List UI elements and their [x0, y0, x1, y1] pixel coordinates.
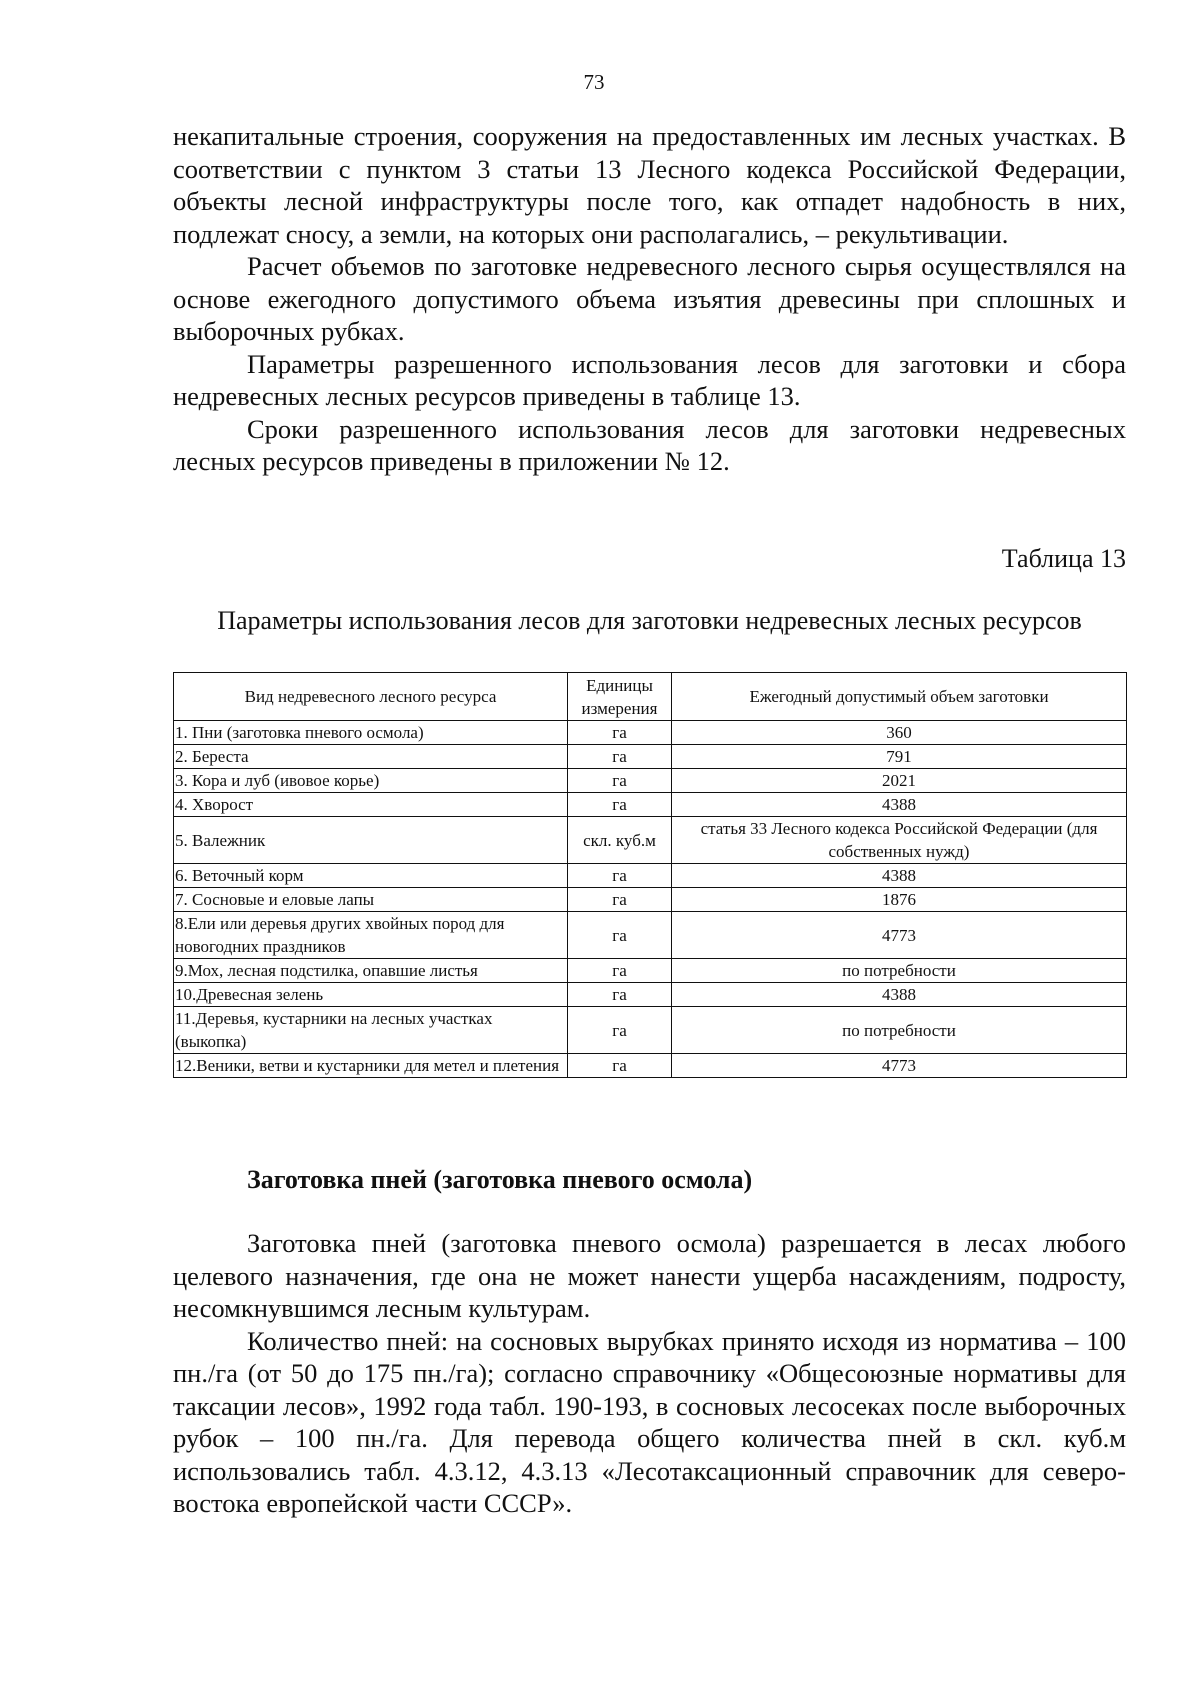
paragraph: Расчет объемов по заготовке недревесного лесного сырья осуществлялся на основе ежегодного допустимого объема изъятия древесины при сплошных и выборочных рубках.	[173, 251, 1126, 346]
cell-resource: 1. Пни (заготовка пневого осмола)	[174, 721, 568, 745]
cell-volume: 360	[672, 721, 1127, 745]
cell-resource: 5. Валежник	[174, 817, 568, 864]
cell-volume: по потребности	[672, 959, 1127, 983]
table-row	[174, 983, 1127, 1007]
intro-text	[173, 120, 1126, 478]
cell-resource: 3. Кора и луб (ивовое корье)	[174, 769, 568, 793]
parameters-table	[173, 672, 1127, 1078]
table-row	[174, 1054, 1127, 1078]
cell-resource: 9.Мох, лесная подстилка, опавшие листья	[174, 959, 568, 983]
cell-volume: 4388	[672, 793, 1127, 817]
cell-volume: 4388	[672, 864, 1127, 888]
cell-unit: га	[568, 769, 672, 793]
paragraph: Количество пней: на сосновых вырубках принято исходя из норматива – 100 пн./га (от 50 до 175 пн./га); согласно справочнику «Общесоюзные нормативы для таксации лесов», 1992 года табл. 190-193, в сосновых лесосеках после выборочных рубок – 100 пн./га. Для перевода общего количества пней в скл. куб.м использовались табл. 4.3.12, 4.3.13 «Лесотаксационный справочник для северо-востока европейской части СССР».	[173, 1325, 1126, 1518]
cell-unit: га	[568, 1054, 672, 1078]
paragraph: Сроки разрешенного использования лесов для заготовки недревесных лесных ресурсов приведены в приложении № 12.	[173, 413, 1126, 476]
cell-volume: 1876	[672, 888, 1127, 912]
cell-unit: га	[568, 912, 672, 959]
table-label: Таблица 13	[1001, 544, 1126, 573]
cell-unit: га	[568, 1007, 672, 1054]
table-title: Параметры использования лесов для заготовки недревесных лесных ресурсов	[217, 606, 1082, 635]
section-heading: Заготовка пней (заготовка пневого осмола)	[247, 1165, 753, 1194]
cell-unit: скл. куб.м	[568, 817, 672, 864]
cell-volume: 791	[672, 745, 1127, 769]
table-row	[174, 745, 1127, 769]
table-row	[174, 817, 1127, 864]
cell-unit: га	[568, 793, 672, 817]
cell-resource: 12.Веники, ветви и кустарники для метел и плетения	[174, 1054, 568, 1078]
table-row	[174, 793, 1127, 817]
cell-volume: 4773	[672, 1054, 1127, 1078]
table-row	[174, 721, 1127, 745]
cell-volume: по потребности	[672, 1007, 1127, 1054]
cell-resource: 8.Ели или деревья других хвойных пород для новогодних праздников	[174, 912, 568, 959]
cell-volume: 2021	[672, 769, 1127, 793]
cell-unit: га	[568, 983, 672, 1007]
section-text	[173, 1227, 1126, 1520]
cell-unit: га	[568, 745, 672, 769]
table-row	[174, 1007, 1127, 1054]
cell-unit: га	[568, 721, 672, 745]
cell-volume: статья 33 Лесного кодекса Российской Федерации (для собственных нужд)	[672, 817, 1127, 864]
cell-resource: 7. Сосновые и еловые лапы	[174, 888, 568, 912]
header-unit: Единицы измерения	[568, 673, 672, 721]
header-resource: Вид недревесного лесного ресурса	[174, 673, 568, 721]
cell-unit: га	[568, 959, 672, 983]
paragraph: Параметры разрешенного использования лесов для заготовки и сбора недревесных лесных ресурсов приведены в таблице 13.	[173, 348, 1126, 411]
cell-volume: 4773	[672, 912, 1127, 959]
table-row	[174, 864, 1127, 888]
table-row	[174, 769, 1127, 793]
cell-resource: 2. Береста	[174, 745, 568, 769]
cell-unit: га	[568, 864, 672, 888]
paragraph: Заготовка пней (заготовка пневого осмола) разрешается в лесах любого целевого назначения, где она не может нанести ущерба насаждениям, подросту, несомкнувшимся лесным культурам.	[173, 1228, 1126, 1323]
cell-resource: 4. Хворост	[174, 793, 568, 817]
cell-resource: 10.Древесная зелень	[174, 983, 568, 1007]
header-volume: Ежегодный допустимый объем заготовки	[672, 673, 1127, 721]
cell-volume: 4388	[672, 983, 1127, 1007]
table-row	[174, 912, 1127, 959]
table-header-row	[174, 673, 1127, 721]
cell-unit: га	[568, 888, 672, 912]
page-number: 73	[583, 70, 605, 94]
paragraph: некапитальные строения, сооружения на предоставленных им лесных участках. В соответствии с пунктом 3 статьи 13 Лесного кодекса Российской Федерации, объекты лесной инфраструктуры после того, как отпадет надобность в них, подлежат сносу, а земли, на которых они располагались, – рекультивации.	[173, 121, 1126, 249]
table-row	[174, 888, 1127, 912]
cell-resource: 11.Деревья, кустарники на лесных участках (выкопка)	[174, 1007, 568, 1054]
table-row	[174, 959, 1127, 983]
cell-resource: 6. Веточный корм	[174, 864, 568, 888]
